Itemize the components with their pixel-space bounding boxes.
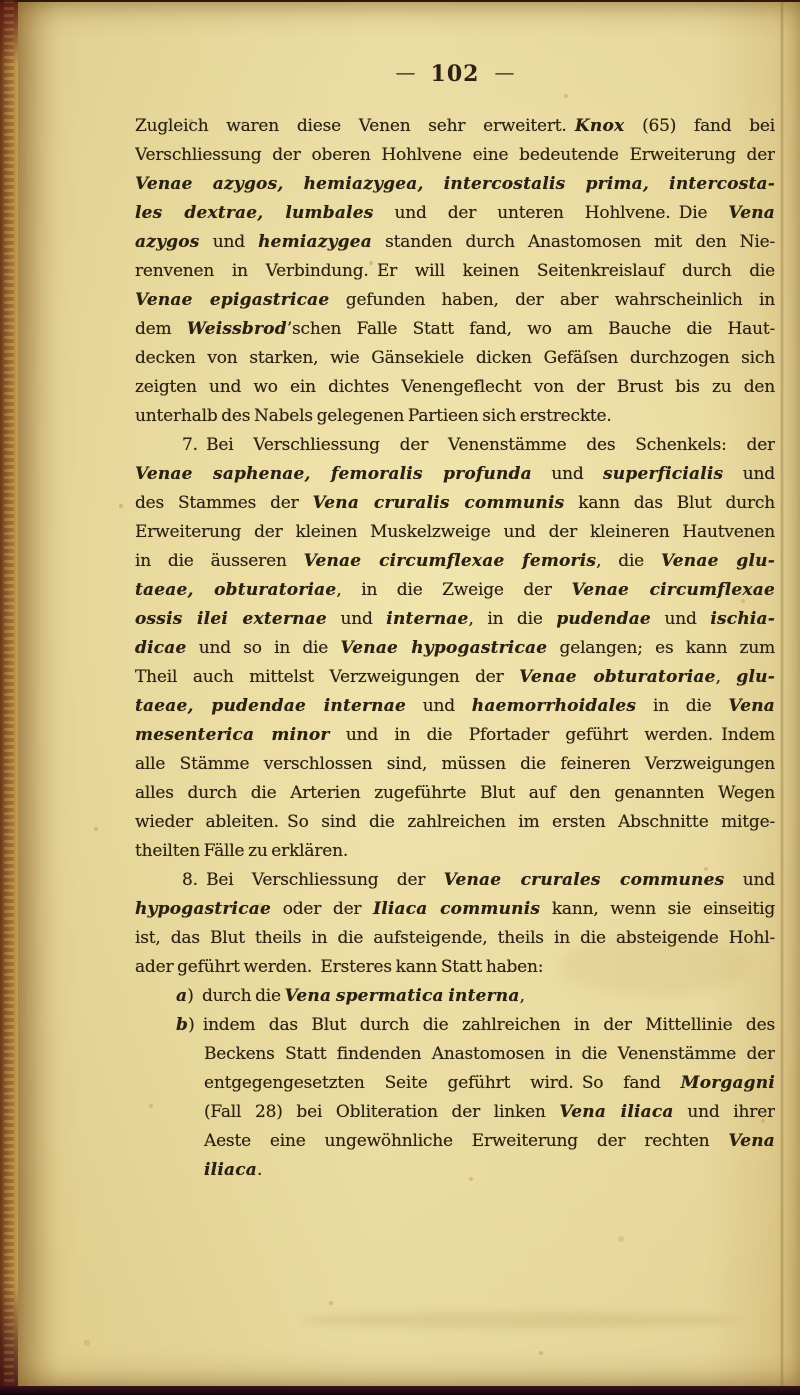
latin-term: Venae circumflexae [571,580,775,600]
text-line [135,141,775,170]
latin-term: les dextrae, lumbales [135,203,374,223]
text-line [135,257,775,286]
latin-term: hypogastricae [135,899,271,919]
text-segment: und [723,464,775,484]
text-line [135,489,775,518]
latin-term: taeae, obturatoriae [135,580,337,600]
running-head [135,56,775,88]
text-segment: renvenen in Verbindung. Er will keinen Seitenkreislauf durch die [135,261,775,281]
text-line [135,634,775,663]
latin-term: ischia- [710,609,775,629]
latin-term: haemorrhoidales [471,696,637,716]
text-segment: , in die [468,609,557,629]
latin-term: glu- [736,667,775,687]
text-segment: alles durch die Arterien zugeführte Blut auf den genannten Wegen [135,783,775,803]
text-line [135,605,775,634]
text-segment: wieder ableiten. So sind die zahlreichen im ersten Abschnitte mitge- [135,812,775,832]
text-segment: ader geführt werden. Ersteres kann Statt haben: [135,957,544,977]
text-segment: Aeste eine ungewöhnliche Erweiterung der rechten [204,1131,729,1151]
latin-term: Vena spermatica interna [284,986,520,1006]
text-segment: und [199,232,259,252]
text-segment: . [256,1160,263,1180]
text-segment: und [326,609,387,629]
text-segment: in die [636,696,729,716]
text-segment: alle Stämme verschlossen sind, müssen die feineren Verzweigungen [135,754,775,774]
latin-term: Vena [728,203,775,223]
text-line [135,1040,775,1069]
latin-term: Venae obturatoriae [519,667,716,687]
book-spine-edge [0,0,18,1395]
text-segment: oder der [271,899,374,919]
text-segment: (Fall 28) bei Obliteration der linken [204,1102,560,1122]
text-segment: kann das Blut durch [564,493,775,513]
latin-term: Venae crurales communes [443,870,725,890]
page-number: 102 [430,61,480,87]
text-line [135,315,775,344]
latin-term: Weissbrod [186,319,287,339]
text-segment: , in die Zweige der [336,580,572,600]
text-line [135,199,775,228]
text-line [135,1156,775,1185]
text-line [135,460,775,489]
text-segment: und [531,464,604,484]
text-segment: entgegengesetzten Seite geführt wird. So fand [204,1073,681,1093]
text-segment: und [650,609,711,629]
text-line [135,112,775,141]
latin-term: Vena cruralis communis [312,493,565,513]
text-line [135,1011,775,1040]
text-line [135,1127,775,1156]
text-segment: Theil auch mittelst Verzweigungen der [135,667,520,687]
text-segment: Beckens Statt findenden Anastomosen in die Venenstämme der [204,1044,775,1064]
latin-term: mesenterica minor [135,725,330,745]
latin-term: Vena [728,1131,775,1151]
latin-term: dicae [135,638,187,658]
latin-term: Venae azygos, hemiazygea, intercostalis prima, intercosta- [135,174,775,194]
text-line [135,402,775,431]
text-line [135,1098,775,1127]
text-line [135,286,775,315]
text-segment: und [405,696,472,716]
text-segment: (65) fand bei [624,116,775,136]
text-line [135,808,775,837]
text-line [135,1069,775,1098]
latin-term: Knox [574,116,625,136]
text-segment: gelangen; es kann zum [547,638,775,658]
text-line [135,750,775,779]
text-segment: kann, wenn sie einseitig [540,899,775,919]
text-segment: und in die Pfortader geführt werden. Indem [329,725,775,745]
text-line [135,547,775,576]
text-segment: , [519,986,525,1006]
text-line [135,866,775,895]
latin-term: ossis ilei externae [135,609,327,629]
text-segment: und [724,870,775,890]
latin-term: internae [386,609,469,629]
book-cover-edge [0,1386,800,1395]
text-segment: decken von starken, wie Gänsekiele dicken Gefäſsen durchzogen sich [135,348,775,368]
text-segment: , die [596,551,661,571]
page-edges-texture [4,0,14,1395]
paper-smudge [300,1312,740,1328]
text-segment: des Stammes der [135,493,313,513]
scan-top-edge [0,0,800,2]
latin-term: Venae hypogastricae [340,638,548,658]
latin-term: hemiazygea [258,232,372,252]
text-line [135,228,775,257]
text-segment: dem [135,319,187,339]
latin-term: Venae circumflexae femoris [303,551,597,571]
text-segment: ) indem das Blut durch die zahlreichen in der Mittellinie des [188,1015,775,1035]
text-line [135,692,775,721]
page-crease [780,0,784,1386]
text-line [135,518,775,547]
text-segment: ist, das Blut theils in die aufsteigende, theils in die absteigende Hohl- [135,928,775,948]
text-segment: 7. Bei Verschliessung der Venenstämme des Schenkels: der [182,435,775,455]
header-dash-left: — [395,60,416,84]
text-segment: theilten Fälle zu erklären. [135,841,349,861]
text-segment: Zugleich waren diese Venen sehr erweitert. [135,116,575,136]
text-line [135,663,775,692]
latin-term: Vena iliaca [559,1102,674,1122]
latin-term: Venae epigastricae [135,290,330,310]
text-line [135,344,775,373]
text-line [135,431,775,460]
text-segment: unterhalb des Nabels gelegenen Partieen sich erstreckte. [135,406,612,426]
latin-term: pudendae [556,609,651,629]
latin-term: Morgagni [680,1073,775,1093]
text-line [135,837,775,866]
text-segment: ’schen Falle Statt fand, wo am Bauche die Haut- [286,319,775,339]
text-line [135,982,775,1011]
text-line [135,779,775,808]
latin-term: Venae saphenae, femoralis profunda [135,464,532,484]
text-line [135,576,775,605]
text-segment: und der unteren Hohlvene. Die [373,203,729,223]
text-line [135,895,775,924]
latin-term: b [176,1015,189,1035]
text-segment: Verschliessung der oberen Hohlvene eine bedeutende Erweiterung der [135,145,775,165]
text-segment: gefunden haben, der aber wahrscheinlich in [329,290,775,310]
text-block [135,112,775,1185]
text-segment: und so in die [186,638,341,658]
header-dash-right: — [494,60,515,84]
text-segment: 8. Bei Verschliessung der [182,870,444,890]
latin-term: superficialis [603,464,724,484]
text-segment: Erweiterung der kleinen Muskelzweige und der kleineren Hautvenen [135,522,775,542]
text-segment: in die äusseren [135,551,304,571]
latin-term: Vena [728,696,775,716]
text-line [135,953,775,982]
text-segment: zeigten und wo ein dichtes Venengeflecht von der Brust bis zu den [135,377,775,397]
text-line [135,924,775,953]
text-segment: und ihrer [673,1102,775,1122]
text-segment: ) durch die [187,986,285,1006]
text-segment: , [715,667,737,687]
latin-term: Iliaca communis [373,899,541,919]
latin-term: Venae glu- [660,551,775,571]
latin-term: iliaca [204,1160,257,1180]
latin-term: azygos [135,232,200,252]
text-line [135,721,775,750]
latin-term: taeae, pudendae internae [135,696,406,716]
latin-term: a [176,986,188,1006]
text-line [135,373,775,402]
text-segment: standen durch Anastomosen mit den Nie- [371,232,775,252]
text-line [135,170,775,199]
